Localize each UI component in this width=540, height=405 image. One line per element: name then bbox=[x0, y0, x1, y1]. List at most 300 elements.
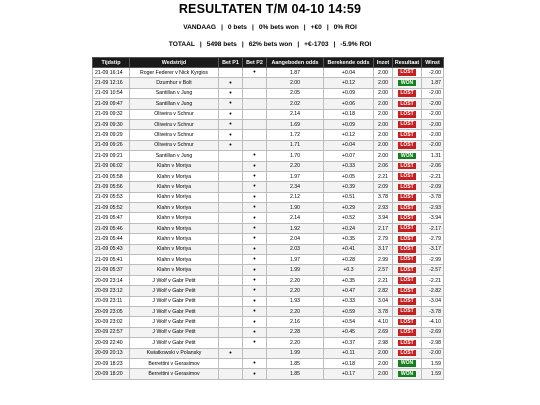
cell-bet-p1: • bbox=[219, 88, 243, 98]
column-header-bet-p2: Bet P2 bbox=[243, 58, 267, 68]
column-header-tijdstip: Tijdstip bbox=[93, 58, 130, 68]
cell-result bbox=[393, 140, 422, 150]
cell-bet-p2: • bbox=[243, 192, 267, 202]
cell-profit: -2.00 bbox=[422, 348, 444, 358]
cell-match: J Wolf v Gabr Petit bbox=[130, 306, 219, 316]
cell-match: Klahn v Moriya bbox=[130, 171, 219, 181]
cell-stake: 2.00 bbox=[374, 348, 393, 358]
cell-bet-p1 bbox=[219, 223, 243, 233]
cell-result bbox=[393, 109, 422, 119]
cell-bet-p1: • bbox=[219, 119, 243, 129]
cell-calculated-odds: +0.33 bbox=[324, 296, 374, 306]
cell-stake: 2.98 bbox=[374, 338, 393, 348]
cell-stake: 4.10 bbox=[374, 317, 393, 327]
cell-calculated-odds: +0.11 bbox=[324, 348, 374, 358]
cell-result bbox=[393, 275, 422, 285]
cell-stake: 2.09 bbox=[374, 182, 393, 192]
table-row bbox=[93, 244, 444, 254]
cell-bet-p1 bbox=[219, 151, 243, 161]
cell-stake: 3.78 bbox=[374, 192, 393, 202]
cell-match: Santillan v Jung bbox=[130, 88, 219, 98]
table-row bbox=[93, 265, 444, 275]
cell-profit: 1.31 bbox=[422, 151, 444, 161]
cell-profit: 1.59 bbox=[422, 369, 444, 379]
cell-profit: -2.00 bbox=[422, 109, 444, 119]
summary-today-bets: 0 bets bbox=[227, 24, 247, 31]
cell-result bbox=[393, 88, 422, 98]
cell-calculated-odds: +0.12 bbox=[324, 130, 374, 140]
cell-profit: -3.78 bbox=[422, 192, 444, 202]
cell-bet-p1 bbox=[219, 265, 243, 275]
table-row bbox=[93, 234, 444, 244]
cell-offered-odds: 2.03 bbox=[267, 244, 324, 254]
cell-profit: -2.09 bbox=[422, 182, 444, 192]
cell-match: Berrettini v Gerasimov bbox=[130, 369, 219, 379]
table-row bbox=[93, 306, 444, 316]
cell-time: 21-09 10:54 bbox=[93, 88, 130, 98]
cell-bet-p2: • bbox=[243, 234, 267, 244]
cell-calculated-odds: +0.24 bbox=[324, 223, 374, 233]
cell-result bbox=[393, 203, 422, 213]
cell-profit: -2.00 bbox=[422, 68, 444, 78]
cell-result bbox=[393, 151, 422, 161]
table-row bbox=[93, 151, 444, 161]
cell-bet-p2: • bbox=[243, 265, 267, 275]
cell-calculated-odds: +0.28 bbox=[324, 255, 374, 265]
cell-offered-odds: 2.20 bbox=[267, 275, 324, 285]
cell-time: 21-09 09:29 bbox=[93, 130, 130, 140]
result-badge: LOST bbox=[398, 236, 416, 243]
result-badge: LOST bbox=[398, 246, 416, 253]
result-badge: WON bbox=[398, 360, 416, 367]
cell-offered-odds: 1.92 bbox=[267, 223, 324, 233]
cell-offered-odds: 2.34 bbox=[267, 182, 324, 192]
result-badge: LOST bbox=[398, 121, 416, 128]
result-badge: WON bbox=[398, 153, 416, 160]
cell-calculated-odds: +0.59 bbox=[324, 306, 374, 316]
cell-bet-p1 bbox=[219, 192, 243, 202]
cell-result bbox=[393, 255, 422, 265]
cell-bet-p1 bbox=[219, 358, 243, 368]
cell-time: 20-09 23:11 bbox=[93, 296, 130, 306]
cell-bet-p2: • bbox=[243, 286, 267, 296]
cell-offered-odds: 2.12 bbox=[267, 192, 324, 202]
cell-profit: -3.94 bbox=[422, 213, 444, 223]
cell-result bbox=[393, 99, 422, 109]
cell-calculated-odds: +0.47 bbox=[324, 286, 374, 296]
cell-match: J Wolf v Gabr Petit bbox=[130, 317, 219, 327]
cell-calculated-odds: +0.18 bbox=[324, 358, 374, 368]
cell-match: Klahn v Moriya bbox=[130, 255, 219, 265]
table-row bbox=[93, 119, 444, 129]
cell-match: Klahn v Moriya bbox=[130, 161, 219, 171]
result-badge: LOST bbox=[398, 142, 416, 149]
result-badge: LOST bbox=[398, 329, 416, 336]
column-header-berekende-odds: Berekende odds bbox=[324, 58, 374, 68]
table-row bbox=[93, 88, 444, 98]
cell-stake: 2.57 bbox=[374, 265, 393, 275]
summary-total-bets: 5498 bets bbox=[206, 41, 237, 48]
cell-profit: -2.79 bbox=[422, 234, 444, 244]
cell-calculated-odds: +0.37 bbox=[324, 338, 374, 348]
cell-stake: 2.00 bbox=[374, 99, 393, 109]
cell-match: Santillan v Jung bbox=[130, 151, 219, 161]
cell-bet-p1: • bbox=[219, 140, 243, 150]
cell-offered-odds: 1.90 bbox=[267, 203, 324, 213]
cell-result bbox=[393, 130, 422, 140]
cell-profit: -2.99 bbox=[422, 255, 444, 265]
summary-today-roi: 0% ROI bbox=[333, 24, 357, 31]
table-row bbox=[93, 161, 444, 171]
cell-match: Oliveira v Schnur bbox=[130, 119, 219, 129]
cell-match: J Wolf v Gabr Petit bbox=[130, 275, 219, 285]
result-badge: LOST bbox=[398, 308, 416, 315]
cell-calculated-odds: +0.45 bbox=[324, 327, 374, 337]
cell-offered-odds: 1.70 bbox=[267, 151, 324, 161]
cell-time: 21-09 09:21 bbox=[93, 151, 130, 161]
cell-profit: -2.69 bbox=[422, 327, 444, 337]
cell-stake: 3.78 bbox=[374, 306, 393, 316]
cell-offered-odds: 1.97 bbox=[267, 171, 324, 181]
cell-calculated-odds: +0.39 bbox=[324, 182, 374, 192]
cell-result bbox=[393, 119, 422, 129]
cell-profit: -2.00 bbox=[422, 88, 444, 98]
cell-bet-p2: • bbox=[243, 182, 267, 192]
cell-time: 21-09 12:16 bbox=[93, 78, 130, 88]
cell-stake: 2.82 bbox=[374, 286, 393, 296]
cell-calculated-odds: +0.12 bbox=[324, 78, 374, 88]
cell-match: Klahn v Moriya bbox=[130, 244, 219, 254]
cell-result bbox=[393, 306, 422, 316]
cell-bet-p2: • bbox=[243, 327, 267, 337]
summary-today-profit: +€0 bbox=[310, 24, 322, 31]
cell-time: 20-09 18:20 bbox=[93, 369, 130, 379]
cell-bet-p2 bbox=[243, 140, 267, 150]
summary-total-roi: -5.9% ROI bbox=[340, 41, 372, 48]
cell-calculated-odds: +0.29 bbox=[324, 203, 374, 213]
cell-result bbox=[393, 182, 422, 192]
cell-offered-odds: 1.99 bbox=[267, 348, 324, 358]
cell-offered-odds: 2.14 bbox=[267, 213, 324, 223]
cell-bet-p1 bbox=[219, 369, 243, 379]
cell-profit: -3.04 bbox=[422, 296, 444, 306]
cell-bet-p1 bbox=[219, 255, 243, 265]
cell-bet-p1: • bbox=[219, 348, 243, 358]
cell-time: 21-09 09:32 bbox=[93, 109, 130, 119]
cell-profit: -3.78 bbox=[422, 306, 444, 316]
table-row bbox=[93, 78, 444, 88]
cell-match: Kwiatkowski v Polansky bbox=[130, 348, 219, 358]
cell-profit: -2.17 bbox=[422, 223, 444, 233]
result-badge: LOST bbox=[398, 350, 416, 357]
cell-offered-odds: 2.20 bbox=[267, 286, 324, 296]
cell-bet-p1: • bbox=[219, 78, 243, 88]
cell-bet-p2 bbox=[243, 130, 267, 140]
cell-result bbox=[393, 358, 422, 368]
cell-time: 20-09 23:12 bbox=[93, 286, 130, 296]
cell-bet-p1 bbox=[219, 234, 243, 244]
cell-stake: 3.17 bbox=[374, 244, 393, 254]
summary-total-profit: +€-1703 bbox=[304, 41, 329, 48]
cell-bet-p1: • bbox=[219, 99, 243, 109]
cell-result bbox=[393, 171, 422, 181]
table-row bbox=[93, 192, 444, 202]
cell-result bbox=[393, 161, 422, 171]
cell-time: 20-09 22:57 bbox=[93, 327, 130, 337]
cell-time: 21-09 16:14 bbox=[93, 68, 130, 78]
result-badge: LOST bbox=[398, 205, 416, 212]
cell-bet-p2 bbox=[243, 109, 267, 119]
cell-time: 20-09 23:02 bbox=[93, 317, 130, 327]
result-badge: LOST bbox=[398, 90, 416, 97]
result-badge: LOST bbox=[398, 277, 416, 284]
cell-calculated-odds: +0.09 bbox=[324, 88, 374, 98]
cell-result bbox=[393, 348, 422, 358]
cell-profit: -2.57 bbox=[422, 265, 444, 275]
cell-bet-p1 bbox=[219, 306, 243, 316]
table-row bbox=[93, 99, 444, 109]
cell-result bbox=[393, 223, 422, 233]
cell-match: Roger Federer v Nick Kyrgios bbox=[130, 68, 219, 78]
cell-calculated-odds: +0.51 bbox=[324, 192, 374, 202]
result-badge: LOST bbox=[398, 132, 416, 139]
summary-today: VANDAAG | 0 bets | 0% bets won | +€0 | 0% ROI bbox=[183, 24, 357, 31]
column-header-resultaat: Resultaat bbox=[393, 58, 422, 68]
cell-match: Dzumhur v Bolt bbox=[130, 78, 219, 88]
cell-result bbox=[393, 296, 422, 306]
cell-result bbox=[393, 192, 422, 202]
table-row bbox=[93, 213, 444, 223]
cell-bet-p2 bbox=[243, 88, 267, 98]
cell-bet-p2: • bbox=[243, 223, 267, 233]
cell-stake: 2.00 bbox=[374, 78, 393, 88]
cell-profit: -4.10 bbox=[422, 317, 444, 327]
summary-total: TOTAAL | 5498 bets | 62% bets won | +€-1703 | -5.9% ROI bbox=[168, 41, 372, 48]
cell-offered-odds: 1.93 bbox=[267, 296, 324, 306]
cell-stake: 2.00 bbox=[374, 140, 393, 150]
cell-bet-p2: • bbox=[243, 306, 267, 316]
cell-offered-odds: 2.04 bbox=[267, 234, 324, 244]
cell-bet-p1 bbox=[219, 317, 243, 327]
cell-bet-p2 bbox=[243, 348, 267, 358]
cell-bet-p1 bbox=[219, 213, 243, 223]
cell-time: 21-09 05:56 bbox=[93, 182, 130, 192]
cell-calculated-odds: +0.09 bbox=[324, 119, 374, 129]
cell-bet-p1: • bbox=[219, 109, 243, 119]
cell-bet-p2: • bbox=[243, 275, 267, 285]
cell-stake: 2.21 bbox=[374, 275, 393, 285]
cell-stake: 2.00 bbox=[374, 151, 393, 161]
cell-bet-p2 bbox=[243, 99, 267, 109]
table-row bbox=[93, 286, 444, 296]
cell-match: Klahn v Moriya bbox=[130, 182, 219, 192]
cell-bet-p2: • bbox=[243, 171, 267, 181]
table-row bbox=[93, 182, 444, 192]
table-row bbox=[93, 317, 444, 327]
cell-profit: -2.93 bbox=[422, 203, 444, 213]
summary-today-won: 0% bets won bbox=[258, 24, 299, 31]
cell-bet-p1 bbox=[219, 161, 243, 171]
cell-match: Klahn v Moriya bbox=[130, 234, 219, 244]
result-badge: LOST bbox=[398, 319, 416, 326]
cell-bet-p2: • bbox=[243, 68, 267, 78]
cell-stake: 2.00 bbox=[374, 88, 393, 98]
table-row bbox=[93, 130, 444, 140]
cell-calculated-odds: +0.33 bbox=[324, 161, 374, 171]
cell-offered-odds: 2.02 bbox=[267, 99, 324, 109]
table-row bbox=[93, 358, 444, 368]
cell-time: 21-09 05:46 bbox=[93, 223, 130, 233]
cell-stake: 2.79 bbox=[374, 234, 393, 244]
cell-time: 21-09 05:43 bbox=[93, 244, 130, 254]
cell-offered-odds: 1.87 bbox=[267, 68, 324, 78]
cell-bet-p1 bbox=[219, 338, 243, 348]
cell-bet-p1 bbox=[219, 296, 243, 306]
result-badge: LOST bbox=[398, 69, 416, 76]
cell-bet-p2: • bbox=[243, 161, 267, 171]
cell-calculated-odds: +0.04 bbox=[324, 68, 374, 78]
table-row bbox=[93, 348, 444, 358]
cell-bet-p1 bbox=[219, 203, 243, 213]
cell-offered-odds: 2.28 bbox=[267, 327, 324, 337]
column-header-aangeboden-odds: Aangeboden odds bbox=[267, 58, 324, 68]
cell-profit: -2.06 bbox=[422, 161, 444, 171]
cell-calculated-odds: +0.17 bbox=[324, 369, 374, 379]
cell-result bbox=[393, 234, 422, 244]
cell-match: Oliveira v Schnur bbox=[130, 140, 219, 150]
cell-result bbox=[393, 265, 422, 275]
cell-bet-p2: • bbox=[243, 358, 267, 368]
cell-match: Klahn v Moriya bbox=[130, 223, 219, 233]
cell-bet-p2: • bbox=[243, 244, 267, 254]
cell-stake: 2.00 bbox=[374, 369, 393, 379]
cell-calculated-odds: +0.52 bbox=[324, 213, 374, 223]
cell-profit: -2.00 bbox=[422, 140, 444, 150]
result-badge: LOST bbox=[398, 340, 416, 347]
cell-calculated-odds: +0.05 bbox=[324, 171, 374, 181]
summary-total-label: TOTAAL bbox=[168, 41, 195, 48]
cell-bet-p2: • bbox=[243, 296, 267, 306]
cell-stake: 2.00 bbox=[374, 358, 393, 368]
cell-time: 21-09 05:44 bbox=[93, 234, 130, 244]
cell-stake: 2.00 bbox=[374, 119, 393, 129]
result-badge: LOST bbox=[398, 225, 416, 232]
result-badge: LOST bbox=[398, 267, 416, 274]
cell-offered-odds: 2.14 bbox=[267, 109, 324, 119]
cell-match: Klahn v Moriya bbox=[130, 192, 219, 202]
table-row bbox=[93, 109, 444, 119]
cell-calculated-odds: +0.35 bbox=[324, 234, 374, 244]
cell-bet-p2 bbox=[243, 119, 267, 129]
table-row bbox=[93, 275, 444, 285]
cell-offered-odds: 1.71 bbox=[267, 140, 324, 150]
cell-offered-odds: 2.20 bbox=[267, 306, 324, 316]
result-badge: LOST bbox=[398, 184, 416, 191]
result-badge: LOST bbox=[398, 288, 416, 295]
cell-bet-p1: • bbox=[219, 130, 243, 140]
column-header-inzet: Inzet bbox=[374, 58, 393, 68]
cell-stake: 3.04 bbox=[374, 296, 393, 306]
cell-time: 21-09 05:52 bbox=[93, 203, 130, 213]
cell-time: 21-09 09:30 bbox=[93, 119, 130, 129]
cell-bet-p2: • bbox=[243, 213, 267, 223]
cell-stake: 2.00 bbox=[374, 130, 393, 140]
cell-offered-odds: 1.72 bbox=[267, 130, 324, 140]
table-row bbox=[93, 223, 444, 233]
cell-time: 21-09 05:47 bbox=[93, 213, 130, 223]
cell-calculated-odds: +0.06 bbox=[324, 99, 374, 109]
cell-time: 20-09 18:23 bbox=[93, 358, 130, 368]
cell-bet-p2: • bbox=[243, 369, 267, 379]
cell-bet-p2: • bbox=[243, 151, 267, 161]
cell-match: J Wolf v Gabr Petit bbox=[130, 286, 219, 296]
cell-result bbox=[393, 327, 422, 337]
cell-match: Santillan v Jung bbox=[130, 99, 219, 109]
cell-calculated-odds: +0.41 bbox=[324, 244, 374, 254]
result-badge: LOST bbox=[398, 163, 416, 170]
cell-offered-odds: 2.20 bbox=[267, 338, 324, 348]
cell-match: Oliveira v Schnur bbox=[130, 130, 219, 140]
cell-offered-odds: 1.97 bbox=[267, 255, 324, 265]
cell-offered-odds: 2.00 bbox=[267, 78, 324, 88]
cell-calculated-odds: +0.54 bbox=[324, 317, 374, 327]
column-header-winst: Winst bbox=[422, 58, 444, 68]
result-badge: WON bbox=[398, 371, 416, 378]
cell-profit: -2.21 bbox=[422, 275, 444, 285]
cell-offered-odds: 1.99 bbox=[267, 265, 324, 275]
cell-stake: 2.93 bbox=[374, 203, 393, 213]
cell-stake: 2.99 bbox=[374, 255, 393, 265]
cell-calculated-odds: +0.3 bbox=[324, 265, 374, 275]
cell-offered-odds: 2.20 bbox=[267, 161, 324, 171]
cell-match: Klahn v Moriya bbox=[130, 203, 219, 213]
cell-time: 21-09 09:47 bbox=[93, 99, 130, 109]
cell-stake: 2.17 bbox=[374, 223, 393, 233]
cell-offered-odds: 1.69 bbox=[267, 119, 324, 129]
cell-stake: 3.94 bbox=[374, 213, 393, 223]
cell-result bbox=[393, 317, 422, 327]
summary-today-label: VANDAAG bbox=[183, 24, 217, 31]
cell-result bbox=[393, 286, 422, 296]
cell-result bbox=[393, 68, 422, 78]
cell-profit: -2.00 bbox=[422, 130, 444, 140]
table-row bbox=[93, 68, 444, 78]
cell-time: 20-09 20:13 bbox=[93, 348, 130, 358]
table-row bbox=[93, 338, 444, 348]
cell-bet-p2: • bbox=[243, 255, 267, 265]
cell-time: 20-09 23:14 bbox=[93, 275, 130, 285]
cell-profit: -2.00 bbox=[422, 99, 444, 109]
cell-time: 21-09 05:53 bbox=[93, 192, 130, 202]
table-header-row bbox=[93, 58, 444, 68]
result-badge: WON bbox=[398, 80, 416, 87]
cell-bet-p2 bbox=[243, 78, 267, 88]
cell-bet-p1 bbox=[219, 244, 243, 254]
cell-calculated-odds: +0.04 bbox=[324, 140, 374, 150]
cell-profit: 1.87 bbox=[422, 78, 444, 88]
cell-time: 20-09 23:05 bbox=[93, 306, 130, 316]
cell-result bbox=[393, 369, 422, 379]
cell-match: Klahn v Moriya bbox=[130, 265, 219, 275]
result-badge: LOST bbox=[398, 298, 416, 305]
cell-stake: 2.69 bbox=[374, 327, 393, 337]
table-row bbox=[93, 203, 444, 213]
bets-table bbox=[92, 57, 444, 380]
cell-time: 21-09 06:02 bbox=[93, 161, 130, 171]
cell-offered-odds: 1.85 bbox=[267, 369, 324, 379]
cell-result bbox=[393, 78, 422, 88]
cell-profit: -2.82 bbox=[422, 286, 444, 296]
